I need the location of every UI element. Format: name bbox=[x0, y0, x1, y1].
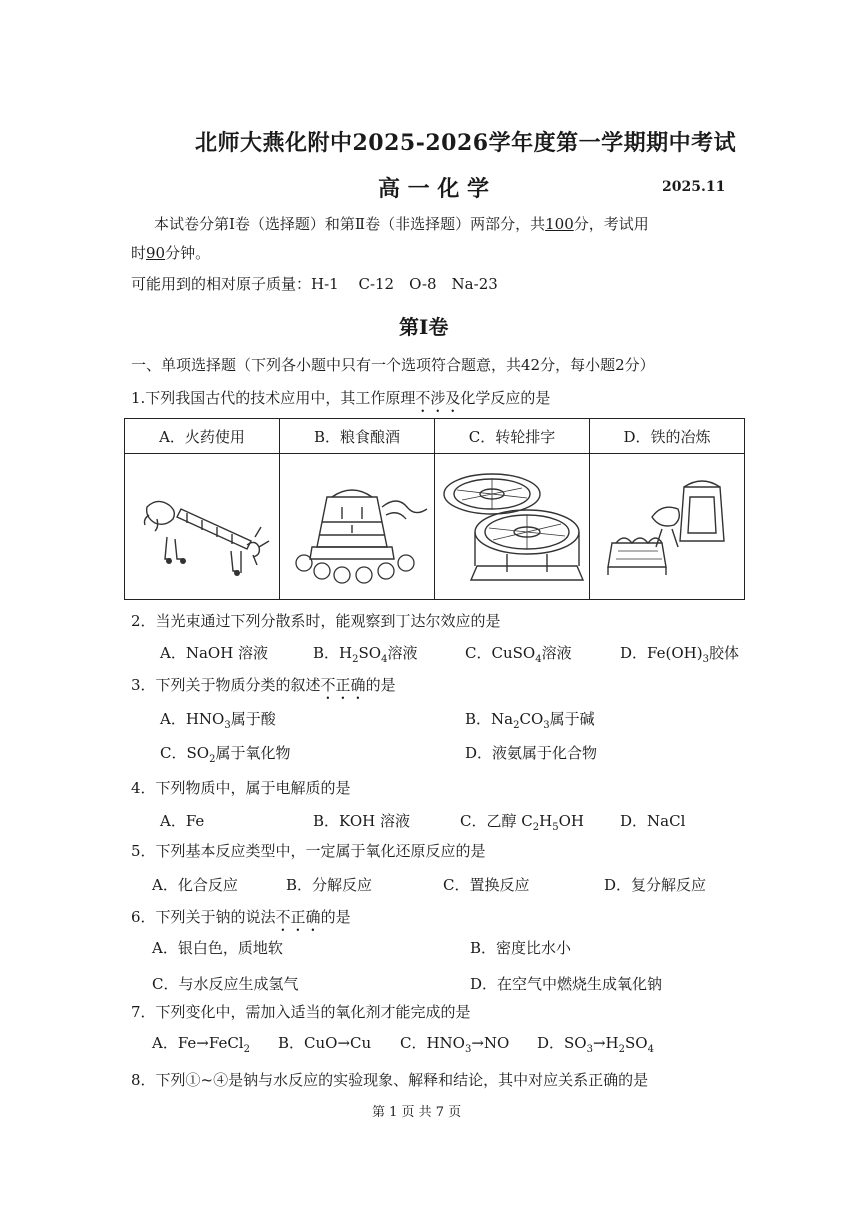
q5-option-a: A．化合反应 bbox=[152, 876, 238, 894]
q7-option-a: A．Fe→FeCl$_2$ bbox=[152, 1034, 250, 1055]
question-7-stem: 7．下列变化中，需加入适当的氧化剂才能完成的是 bbox=[131, 1003, 471, 1021]
q1-option-c: C．转轮排字 bbox=[435, 419, 590, 454]
iron-smelting-illustration bbox=[592, 467, 742, 587]
q1-image-c-cell bbox=[435, 454, 590, 600]
q3-option-c: C．$SO_2$属于氧化物 bbox=[160, 744, 291, 765]
q7-option-d: D．$SO_3\to H_2SO_4$ bbox=[537, 1034, 654, 1055]
q3-option-b: B．$Na_2CO_3$属于碱 bbox=[465, 710, 595, 731]
exam-title: 北师大燕化附中2025-2026学年度第一学期期中考试 bbox=[195, 130, 737, 156]
page-footer: 第 1 页 共 7 页 bbox=[372, 1105, 462, 1120]
total-score: 100 bbox=[545, 215, 574, 233]
q1-option-d: D．铁的冶炼 bbox=[590, 419, 745, 454]
exam-date: 2025.11 bbox=[662, 179, 726, 195]
q7-option-c: C．$HNO_3\to NO$ bbox=[400, 1034, 510, 1055]
exam-time: 90 bbox=[146, 244, 166, 262]
gunpowder-illustration bbox=[127, 467, 277, 587]
q3-option-d: D．液氨属于化合物 bbox=[465, 744, 598, 762]
q1-option-b: B．粮食酿酒 bbox=[280, 419, 435, 454]
q5-option-b: B．分解反应 bbox=[286, 876, 373, 894]
q6-option-a: A．银白色，质地软 bbox=[152, 939, 283, 957]
atomic-masses: 可能用到的相对原子质量：H-1 C-12 O-8 Na-23 bbox=[131, 275, 498, 293]
q4-option-b: B．KOH 溶液 bbox=[313, 812, 410, 830]
q2-option-a: A．NaOH 溶液 bbox=[160, 644, 269, 662]
question-3-stem: 3．下列关于物质分类的叙述不正确的是 bbox=[131, 676, 396, 694]
section-title: 第Ⅰ卷 bbox=[399, 315, 449, 339]
intro-line-2: 时90分钟。 bbox=[131, 244, 211, 262]
q1-image-b-cell bbox=[280, 454, 435, 600]
subject-title: 高 一 化 学 bbox=[378, 176, 489, 202]
q5-option-c: C．置换反应 bbox=[443, 876, 530, 894]
q2-option-b: B．$H_2SO_4$溶液 bbox=[313, 644, 418, 665]
q6-option-b: B．密度比水小 bbox=[470, 939, 572, 957]
question-5-stem: 5．下列基本反应类型中，一定属于氧化还原反应的是 bbox=[131, 842, 486, 860]
q1-image-a-cell bbox=[125, 454, 280, 600]
q2-option-d: D．$Fe(OH)_3$胶体 bbox=[620, 644, 739, 665]
q6-option-c: C．与水反应生成氢气 bbox=[152, 975, 299, 993]
q1-image-d-cell bbox=[590, 454, 745, 600]
part1-heading: 一、单项选择题（下列各小题中只有一个选项符合题意，共42分，每小题2分） bbox=[131, 356, 655, 374]
q2-option-c: C．CuSO$_4$溶液 bbox=[465, 644, 572, 665]
question-6-stem: 6．下列关于钠的说法不正确的是 bbox=[131, 908, 351, 926]
question-2-stem: 2．当光束通过下列分散系时，能观察到丁达尔效应的是 bbox=[131, 612, 501, 630]
q4-option-d: D．NaCl bbox=[620, 812, 686, 830]
intro-line-1: 本试卷分第Ⅰ卷（选择题）和第Ⅱ卷（非选择题）两部分，共100分，考试用 bbox=[154, 215, 649, 233]
q5-option-d: D．复分解反应 bbox=[604, 876, 707, 894]
q3-option-a: A．$HNO_3$属于酸 bbox=[160, 710, 276, 731]
question-8-stem: 8．下列①~④是钠与水反应的实验现象、解释和结论，其中对应关系正确的是 bbox=[131, 1071, 649, 1089]
q4-option-c: C．乙醇 $C_2H_5OH$ bbox=[460, 812, 584, 833]
q4-option-a: A．Fe bbox=[160, 812, 205, 830]
question-1-stem: 1.下列我国古代的技术应用中，其工作原理不涉及化学反应的是 bbox=[131, 389, 551, 407]
q1-option-a: A．火药使用 bbox=[125, 419, 280, 454]
q6-option-d: D．在空气中燃烧生成氧化钠 bbox=[470, 975, 663, 993]
q7-option-b: B．CuO→Cu bbox=[278, 1034, 372, 1052]
question-4-stem: 4．下列物质中，属于电解质的是 bbox=[131, 779, 351, 797]
question-1-table bbox=[124, 418, 745, 600]
rotary-typesetting-illustration bbox=[437, 462, 587, 592]
wine-brewing-illustration bbox=[282, 467, 432, 587]
